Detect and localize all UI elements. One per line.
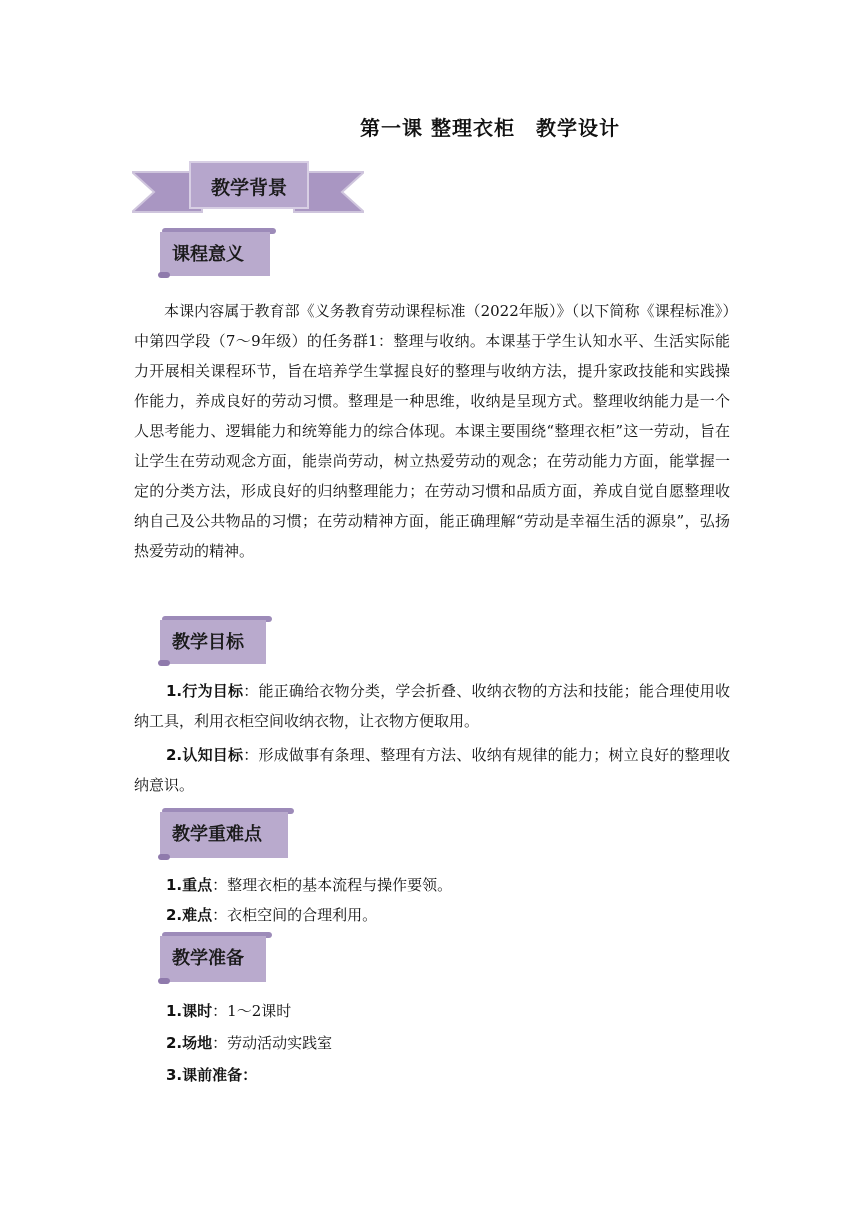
goal-item: 1.行为目标：能正确给衣物分类，学会折叠、收纳衣物的方法和技能；能合理使用收纳工具，利用衣柜空间收纳衣物，让衣物方便取用。: [134, 682, 730, 730]
section-heading-prep: 教学准备: [156, 932, 274, 986]
prep-item: 2.场地：劳动活动实践室: [166, 1034, 333, 1052]
section-heading-meaning: 课程意义: [156, 228, 278, 280]
prep-item: 1.课时：1～2课时: [166, 1002, 292, 1020]
page-title: 第一课 整理衣柜 教学设计: [360, 116, 620, 140]
key-point-item: 1.重点：整理衣柜的基本流程与操作要领。: [166, 876, 453, 894]
meaning-paragraph: 本课内容属于教育部《义务教育劳动课程标准（2022年版）》（以下简称《课程标准》）中第四学段（7～9年级）的任务群1：整理与收纳。本课基于学生认知水平、生活实际能力开展相关课程环节，旨在培养学生掌握良好的整理与收纳方法，提升家政技能和实践操作能力，养成良好的劳动习惯。整理是一种思维，收纳是呈现方式。整理收纳能力是一个人思考能力、逻辑能力和统筹能力的综合体现。本课主要围绕“整理衣柜”这一劳动，旨在让学生在劳动观念方面，能崇尚劳动，树立热爱劳动的观念；在劳动能力方面，能掌握一定的分类方法，形成良好的归纳整理能力；在劳动习惯和品质方面，养成自觉自愿整理收纳自己及公共物品的习惯；在劳动精神方面，能正确理解“劳动是幸福生活的源泉”，弘扬热爱劳动的精神。: [134, 302, 730, 560]
key-point-item: 2.难点：衣柜空间的合理利用。: [166, 906, 378, 924]
goal-item: 2.认知目标：形成做事有条理、整理有方法、收纳有规律的能力；树立良好的整理收纳意识。: [134, 746, 730, 794]
banner-label: 教学背景: [210, 177, 287, 199]
section-heading-key-points: 教学重难点: [156, 808, 296, 862]
prep-item: 3.课前准备：: [166, 1066, 258, 1084]
section-heading-goals: 教学目标: [156, 616, 274, 668]
